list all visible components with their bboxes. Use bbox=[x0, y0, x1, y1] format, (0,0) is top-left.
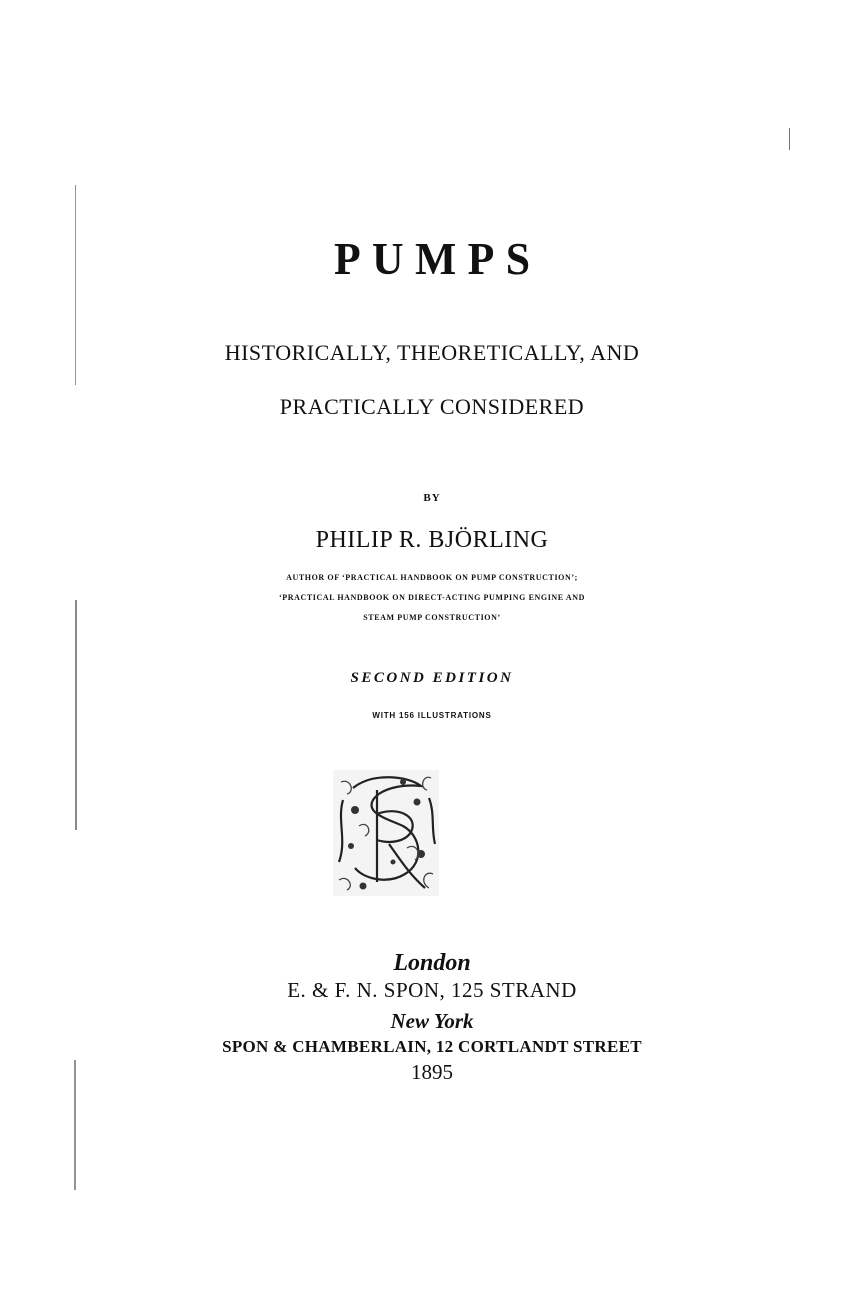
author-credit-line-1: AUTHOR OF ‘PRACTICAL HANDBOOK ON PUMP CONSTRUCTION’; bbox=[286, 573, 578, 582]
imprint-city-new-york: New York bbox=[390, 1009, 474, 1033]
imprint-publisher-new-york: SPON & CHAMBERLAIN, 12 CORTLANDT STREET bbox=[222, 1037, 642, 1056]
by-label: BY bbox=[423, 492, 441, 504]
illustrations-note: WITH 156 ILLUSTRATIONS bbox=[372, 711, 492, 720]
author-credit-line-2: ‘PRACTICAL HANDBOOK ON DIRECT-ACTING PUMPING ENGINE AND bbox=[278, 593, 586, 602]
imprint-city-london: London bbox=[393, 950, 471, 976]
subtitle-line-2: PRACTICALLY CONSIDERED bbox=[279, 394, 585, 419]
book-title: PUMPS bbox=[333, 233, 542, 284]
author-credit-line-3: STEAM PUMP CONSTRUCTION’ bbox=[363, 613, 501, 622]
publication-year: 1895 bbox=[411, 1060, 453, 1084]
subtitle-line-1: HISTORICALLY, THEORETICALLY, AND bbox=[224, 340, 640, 365]
publisher-monogram-icon bbox=[333, 770, 439, 896]
scan-edge-right bbox=[789, 128, 790, 150]
author-name: PHILIP R. BJÖRLING bbox=[315, 527, 549, 553]
imprint-publisher-london: E. & F. N. SPON, 125 STRAND bbox=[287, 978, 577, 1002]
edition-label: SECOND EDITION bbox=[350, 670, 514, 686]
